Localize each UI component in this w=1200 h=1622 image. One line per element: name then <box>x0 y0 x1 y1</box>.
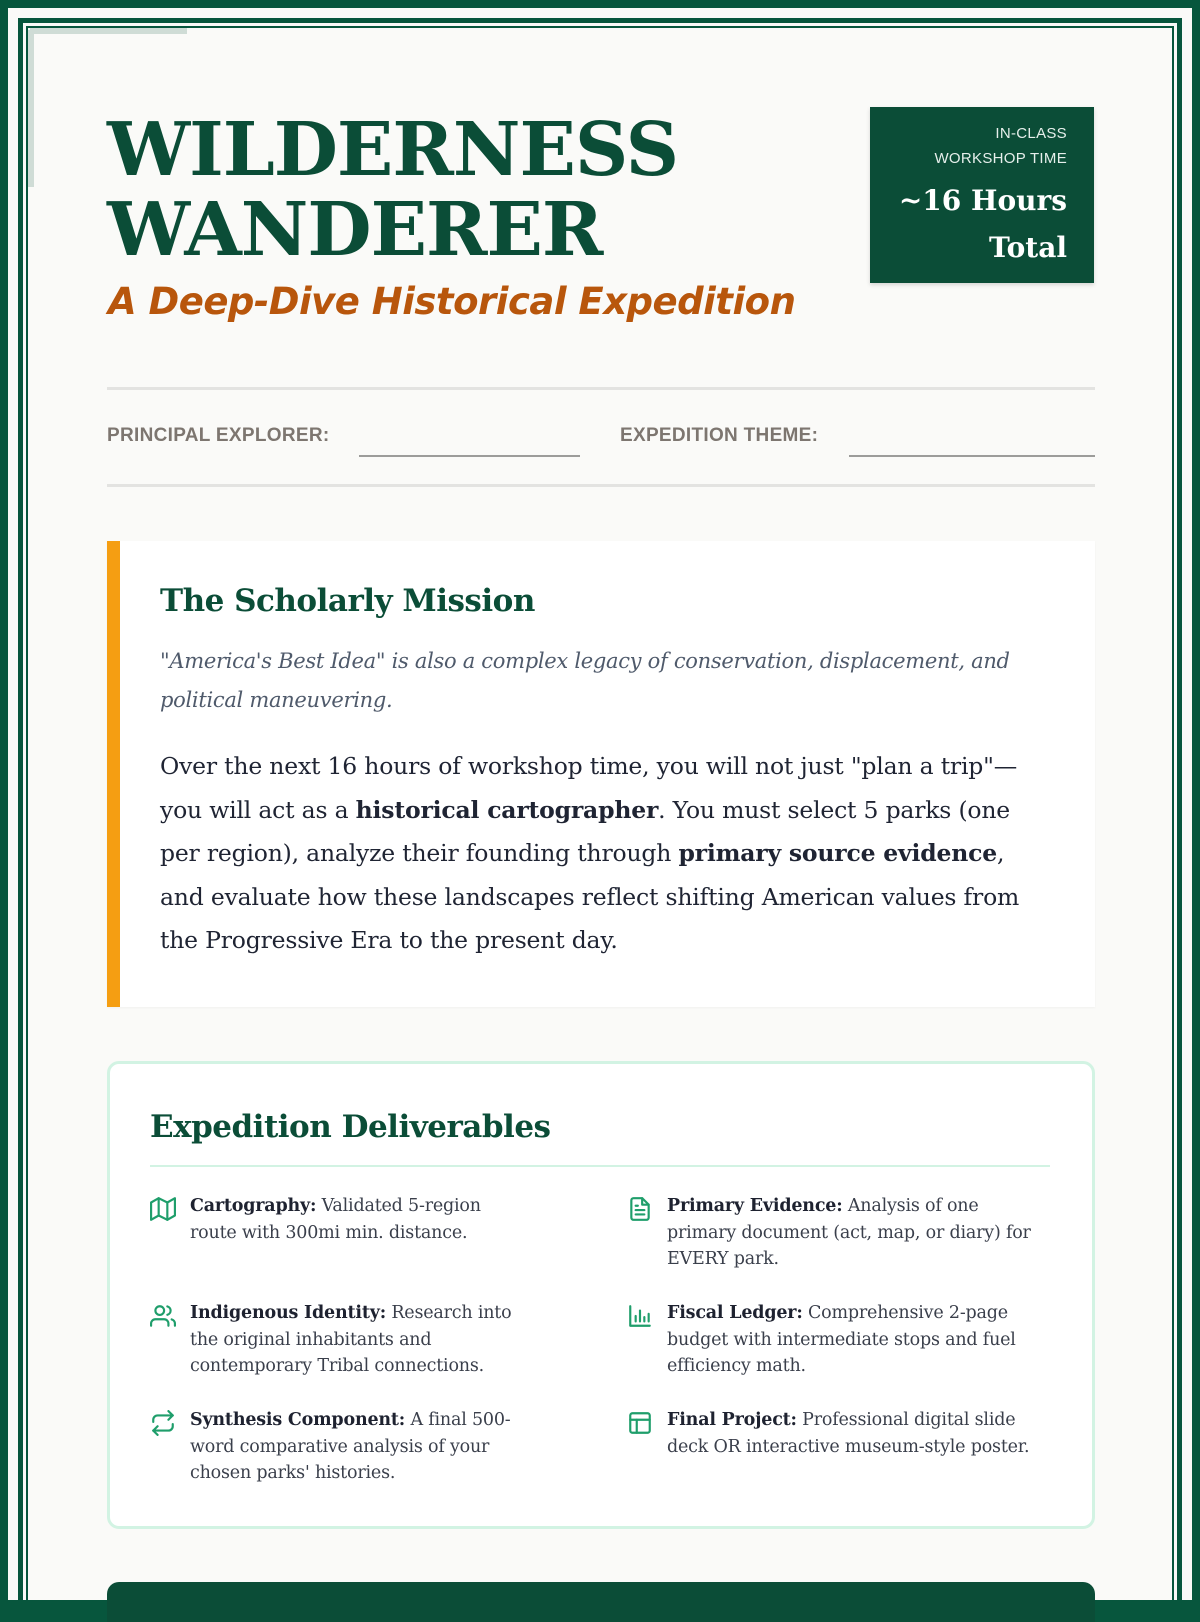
time-badge-value-line-1: ~16 Hours <box>898 184 1067 217</box>
next-section-header <box>107 1582 1095 1622</box>
corner-accent <box>28 30 34 187</box>
deliverable-text <box>190 1193 530 1246</box>
deliverable-item <box>627 1193 1037 1273</box>
deliverable-label: Primary Evidence: <box>667 1196 843 1216</box>
principal-explorer-input[interactable] <box>359 455 580 457</box>
mission-quote: "America's Best Idea" is also a complex legacy of conservation, displacement, and political maneuvering. <box>160 649 1010 712</box>
deliverables-section <box>107 1061 1095 1529</box>
deliverable-text <box>190 1300 530 1380</box>
deliverable-description: Validated 5-region route with 300mi min. distance. <box>190 1196 481 1243</box>
time-badge-value-line-2: Total <box>988 231 1067 264</box>
deliverable-description: Analysis of one primary document (act, map, or diary) for EVERY park. <box>667 1196 1031 1269</box>
deliverable-description: A final 500-word comparative analysis of your chosen parks' histories. <box>190 1410 511 1483</box>
deliverable-text <box>667 1407 1037 1460</box>
mission-body-emphasis: primary source evidence <box>678 839 997 867</box>
mission-body <box>160 745 1055 963</box>
mission-body-text: , and evaluate how these landscapes reflect shifting American values from the Progressive Era to the present day. <box>160 839 1020 954</box>
users-icon <box>150 1303 176 1329</box>
deliverable-item <box>150 1193 530 1246</box>
time-badge-label-line-1: IN-CLASS <box>995 125 1067 142</box>
workshop-time-badge <box>870 107 1094 283</box>
deliverable-item <box>150 1300 530 1380</box>
principal-explorer-label: PRINCIPAL EXPLORER: <box>107 425 330 446</box>
deliverable-text <box>667 1300 1037 1380</box>
corner-accent <box>30 28 187 34</box>
scholarly-mission-section <box>107 541 1095 1007</box>
deliverable-label: Fiscal Ledger: <box>667 1303 803 1323</box>
deliverable-description: Research into the original inhabitants and contemporary Tribal connections. <box>190 1303 512 1376</box>
deliverables-title: Expedition Deliverables <box>150 1109 551 1145</box>
page-title <box>107 107 679 273</box>
title-line-1: WILDERNESS <box>107 107 679 193</box>
deliverable-label: Cartography: <box>190 1196 317 1216</box>
deliverable-text <box>190 1407 530 1487</box>
deliverable-text <box>667 1193 1037 1273</box>
mission-body-text: . You must select 5 parks (one per region), analyze their founding through <box>160 795 1010 867</box>
expedition-theme-label: EXPEDITION THEME: <box>620 425 819 446</box>
mission-title: The Scholarly Mission <box>160 583 535 619</box>
expedition-theme-input[interactable] <box>849 455 1095 457</box>
map-icon <box>150 1196 176 1222</box>
deliverable-item <box>627 1300 1037 1380</box>
document-icon <box>627 1196 653 1222</box>
deliverable-item <box>150 1407 530 1487</box>
time-badge-label-line-2: WORKSHOP TIME <box>934 150 1067 167</box>
deliverable-item <box>627 1407 1037 1460</box>
deliverable-label: Indigenous Identity: <box>190 1303 386 1323</box>
title-line-2: WANDERER <box>107 187 603 273</box>
deliverables-divider <box>150 1165 1050 1167</box>
bar-chart-icon <box>627 1303 653 1329</box>
layout-icon <box>627 1410 653 1436</box>
divider <box>107 387 1095 390</box>
divider <box>107 484 1095 487</box>
deliverable-label: Final Project: <box>667 1410 797 1430</box>
mission-body-emphasis: historical cartographer <box>355 795 659 824</box>
deliverable-description: Professional digital slide deck OR interactive museum-style poster. <box>667 1410 1030 1457</box>
deliverable-description: Comprehensive 2-page budget with intermediate stops and fuel efficiency math. <box>667 1303 1016 1376</box>
repeat-icon <box>150 1410 176 1436</box>
deliverable-label: Synthesis Component: <box>190 1410 406 1430</box>
time-badge-label <box>890 121 1067 171</box>
page-subtitle: A Deep-Dive Historical Expedition <box>108 280 796 323</box>
time-badge-value <box>890 177 1067 271</box>
mission-body-text: Over the next 16 hours of workshop time, you will not just "plan a trip"—you will act as a <box>160 752 1018 824</box>
